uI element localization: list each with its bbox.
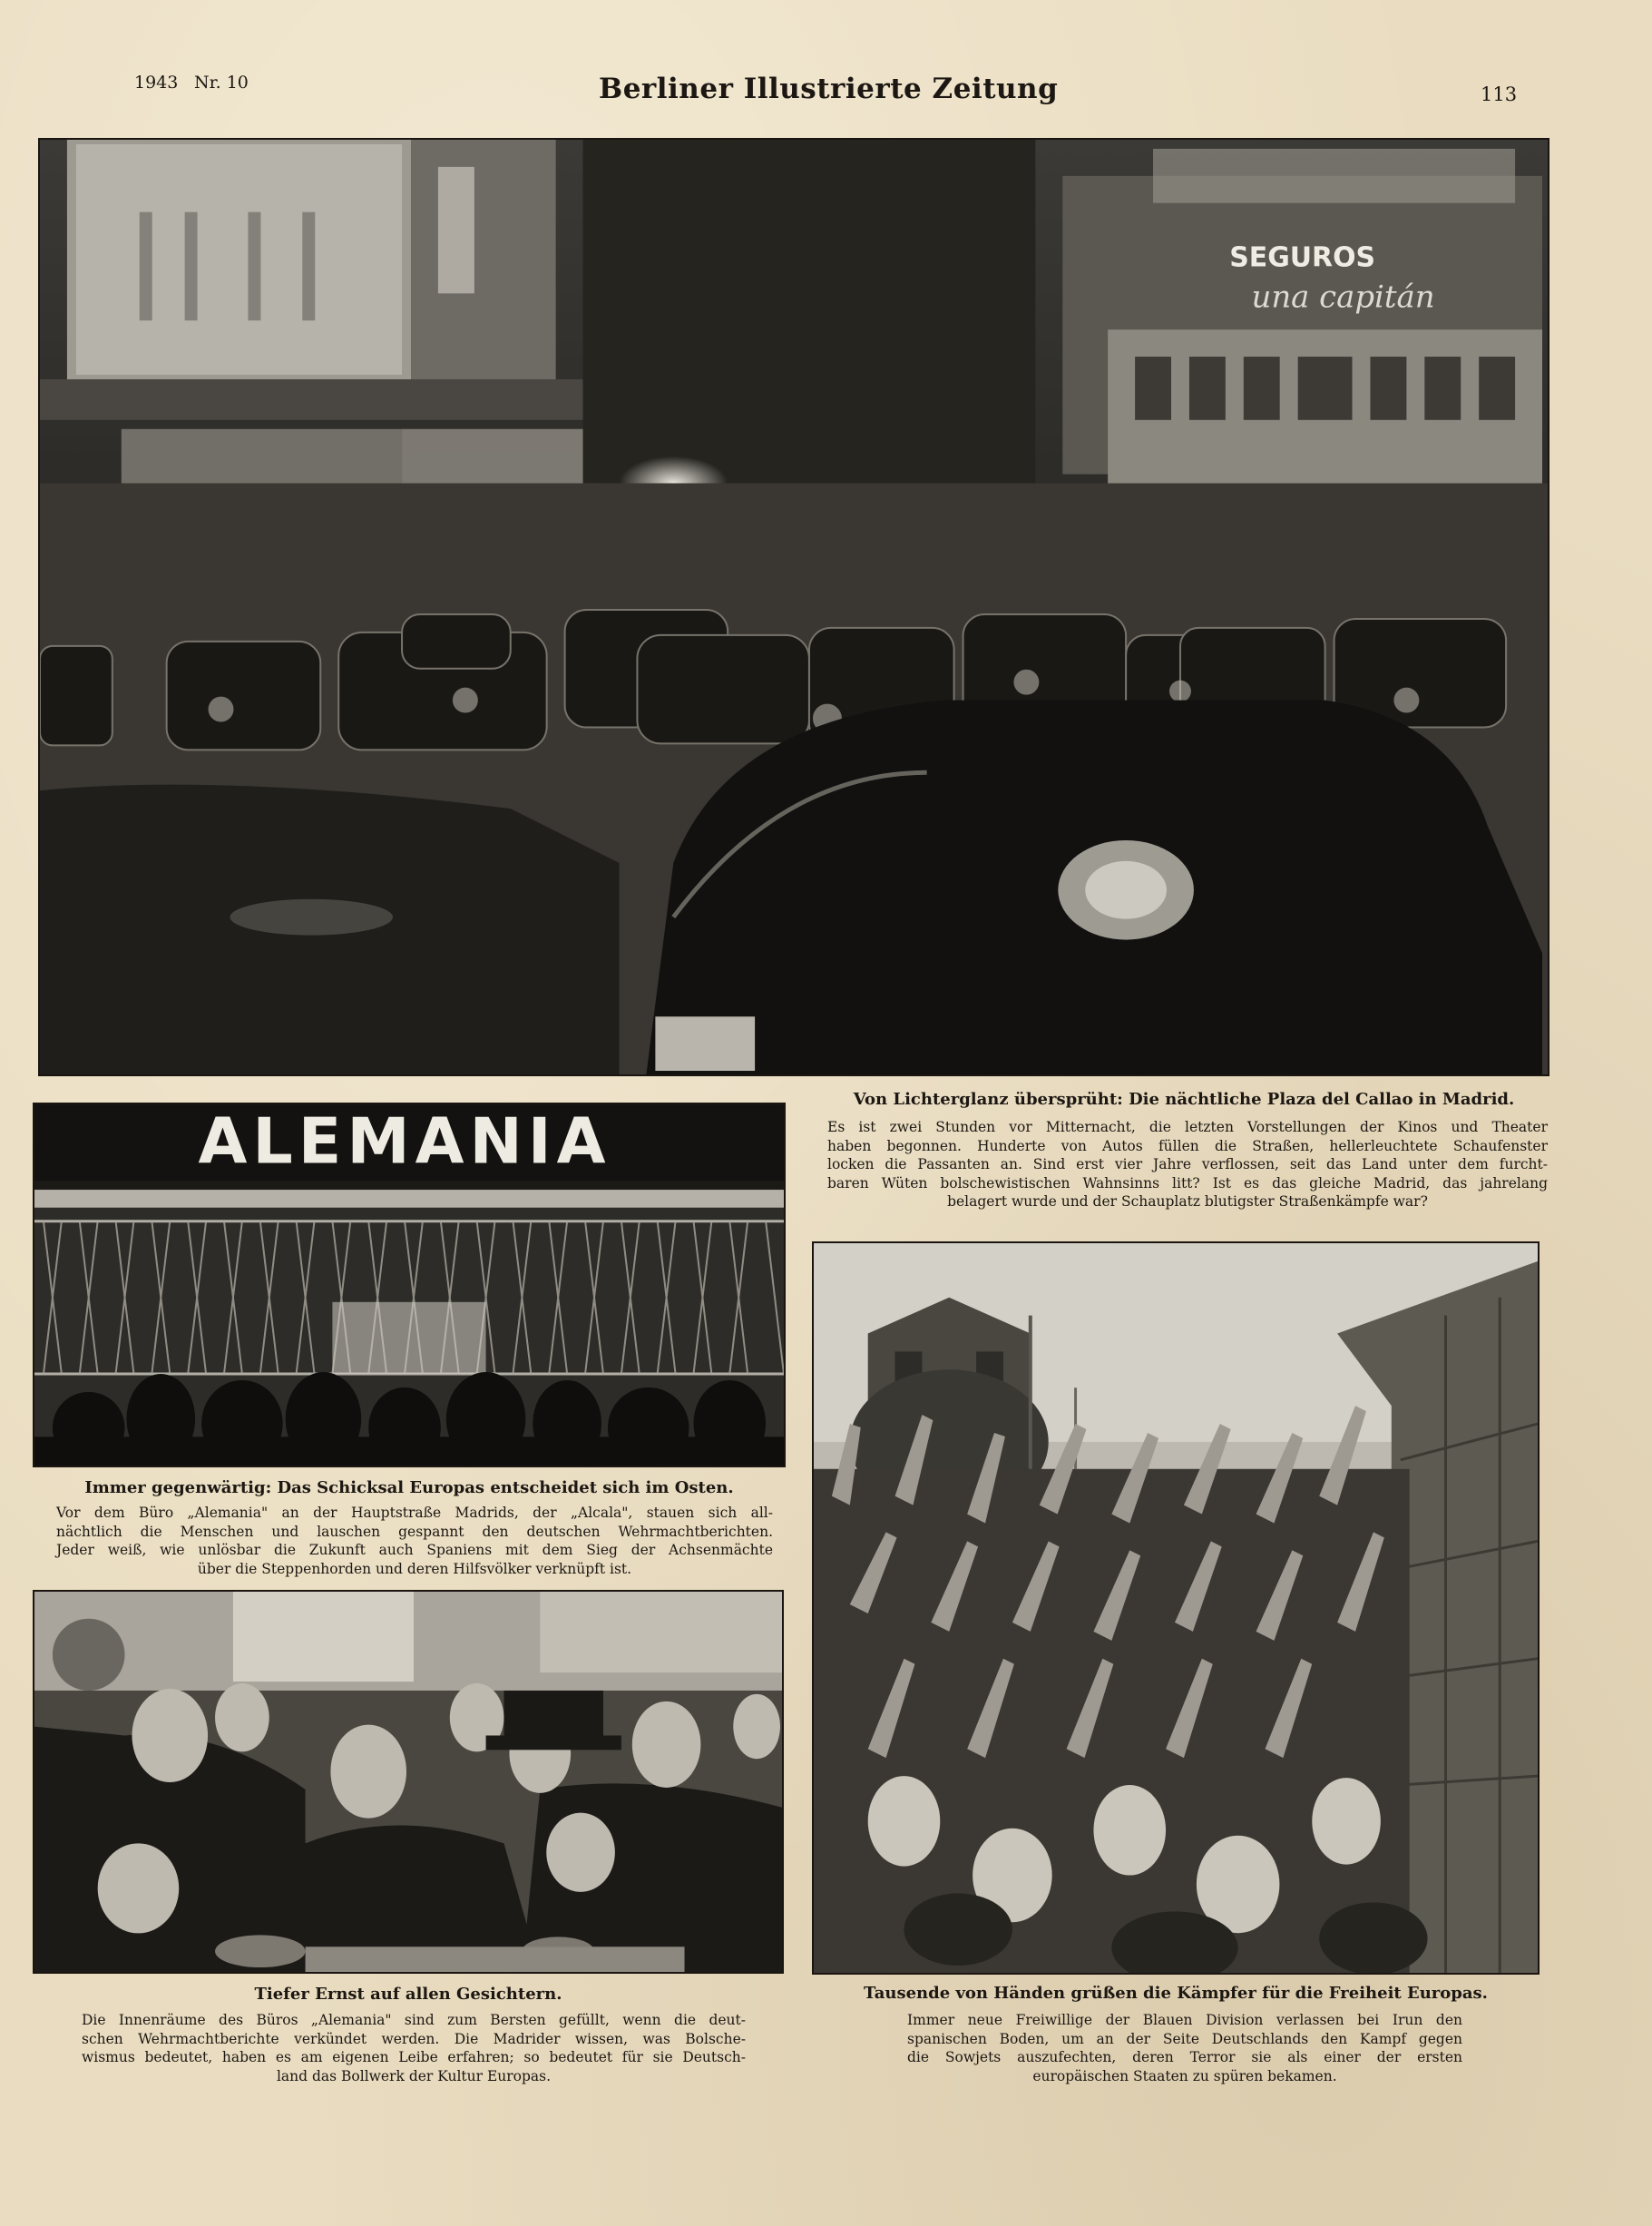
caption-line: wismus bedeutet, haben es am eigenen Leibe erfahren; so bedeutet für sie Deutsch- [82,2049,746,2065]
caption-line: nächtlich die Menschen und lauschen gespannt den deutschen Wehrmachtberichten. [56,1523,773,1540]
caption-body-alemania [56,1504,773,1578]
caption-title-salute: Tausende von Händen grüßen die Kämpfer für die Freiheit Europas. [864,1984,1488,2003]
page-number: 113 [1481,83,1518,105]
sign-seguros: SEGUROS [1229,241,1376,274]
caption-line: Vor dem Büro „Alemania" an der Hauptstraße Madrids, der „Alcala", stauen sich all- [56,1505,773,1521]
photo-plaza-del-callao [38,138,1549,1076]
photo-serious-faces [33,1590,784,1974]
caption-line: belagert wurde und der Schauplatz blutigster Straßenkämpfe war? [947,1193,1428,1210]
caption-line: Jeder weiß, wie unlösbar die Zukunft auch Spaniens mit dem Sieg der Achsenmächte [56,1542,773,1558]
caption-line: haben begonnen. Hunderte von Autos füllen die Straßen, hellerleuchtete Schaufenster [827,1137,1548,1154]
caption-body-plaza [827,1118,1548,1211]
photo-alemania-office [33,1103,786,1467]
caption-title-plaza: Von Lichterglanz übersprüht: Die nächtliche Plaza del Callao in Madrid. [853,1090,1515,1109]
sign-alemania: ALEMANIA [198,1105,611,1179]
caption-line: die Sowjets auszufechten, deren Terror sie als einer der ersten [907,2049,1462,2065]
caption-line: Es ist zwei Stunden vor Mitternacht, die letzten Vorstellungen der Kinos und Theater [827,1119,1548,1135]
photo-train-salute [812,1241,1540,1975]
caption-line: Immer neue Freiwillige der Blauen Division verlassen bei Irun den [907,2012,1462,2028]
sign-script: una capitán [1251,279,1435,315]
caption-line: europäischen Staaten zu spüren bekamen. [1032,2067,1337,2084]
caption-line: über die Steppenhorden und deren Hilfsvölker verknüpft ist. [197,1560,632,1577]
caption-body-salute [907,2011,1462,2085]
caption-line: schen Wehrmachtberichte verkündet werden. Die Madrider wissen, was Bolsche- [82,2030,746,2047]
caption-line: Die Innenräume des Büros „Alemania" sind zum Bersten gefüllt, wenn die deut- [82,2012,746,2028]
caption-body-faces [82,2011,746,2085]
caption-title-alemania: Immer gegenwärtig: Das Schicksal Europas entscheidet sich im Osten. [84,1478,734,1497]
caption-line: locken die Passanten an. Sind erst vier Jahre verflossen, seit das Land unter dem furcht- [827,1156,1548,1172]
publication-masthead: Berliner Illustrierte Zeitung [599,73,1059,105]
issue-year: 1943 [134,73,179,93]
caption-title-faces: Tiefer Ernst auf allen Gesichtern. [254,1985,562,2004]
caption-line: land das Bollwerk der Kultur Europas. [276,2067,552,2084]
caption-line: baren Wüten bolschewistischen Wahnsinns litt? Ist es das gleiche Madrid, das jahrelang [827,1174,1548,1191]
caption-line: spanischen Boden, um an der Seite Deutschlands den Kampf gegen [907,2030,1462,2047]
issue-number: Nr. 10 [194,73,249,93]
